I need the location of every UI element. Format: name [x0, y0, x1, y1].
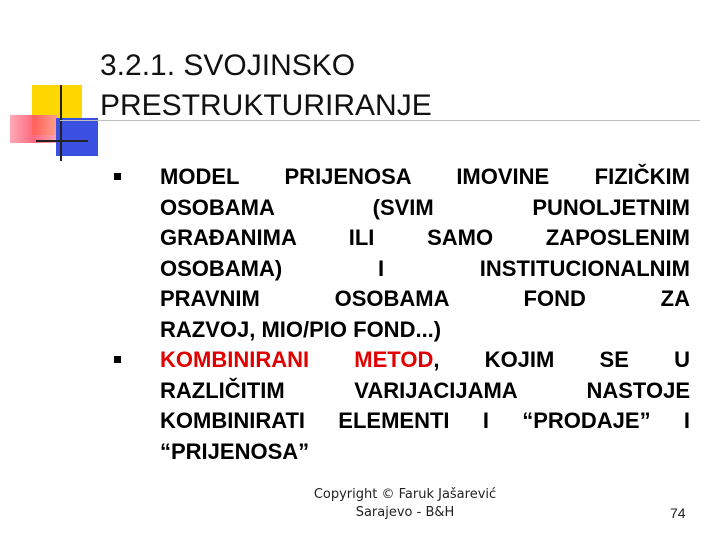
- copyright-footer: [300, 486, 510, 522]
- bullet-line: KOMBINIRATI ELEMENTI I “PRODAJE” I: [160, 408, 690, 433]
- decor-horizontal-line: [36, 140, 88, 142]
- bullet-text: [160, 162, 690, 345]
- bullet-line: GRAĐANIMA ILI SAMO ZAPOSLENIM: [160, 225, 690, 250]
- bullet-item: [130, 162, 690, 345]
- bullet-line-rest: , KOJIM SE U: [433, 347, 690, 372]
- bullet-line: OSOBAMA (SVIM PUNOLJETNIM: [160, 194, 690, 220]
- bullet-line: RAZVOJ, MIO/PIO FOND...): [160, 316, 442, 342]
- decor-red-bar: [10, 115, 58, 143]
- slide-title: [100, 46, 660, 126]
- bullet-line: [160, 345, 690, 376]
- bullet-line: PRAVNIM OSOBAMA FOND ZA: [160, 286, 690, 311]
- decor-vertical-line: [60, 85, 62, 161]
- bullet-line: OSOBAMA) I INSTITUCIONALNIM: [160, 255, 690, 281]
- bullet-marker-icon: [114, 173, 121, 180]
- highlighted-term: KOMBINIRANI METOD: [160, 347, 434, 372]
- copyright-line: Copyright © Faruk Jašarević: [313, 487, 497, 502]
- title-line: 3.2.1. SVOJINSKO: [100, 49, 356, 82]
- bullet-line: MODEL PRIJENOSA IMOVINE FIZIČKIM: [160, 164, 690, 189]
- title-line: PRESTRUKTURIRANJE: [100, 89, 432, 122]
- copyright-location: Sarajevo - B&H: [355, 505, 455, 520]
- bullet-marker-icon: [114, 356, 121, 363]
- decor-blue-square: [56, 118, 98, 156]
- bullet-item: [130, 345, 690, 467]
- bullet-text: [160, 345, 690, 467]
- bullet-list: [130, 162, 690, 467]
- page-number: 74: [670, 505, 686, 521]
- bullet-line: RAZLIČITIM VARIJACIJAMA NASTOJE: [160, 377, 690, 403]
- bullet-line: “PRIJENOSA”: [160, 438, 310, 464]
